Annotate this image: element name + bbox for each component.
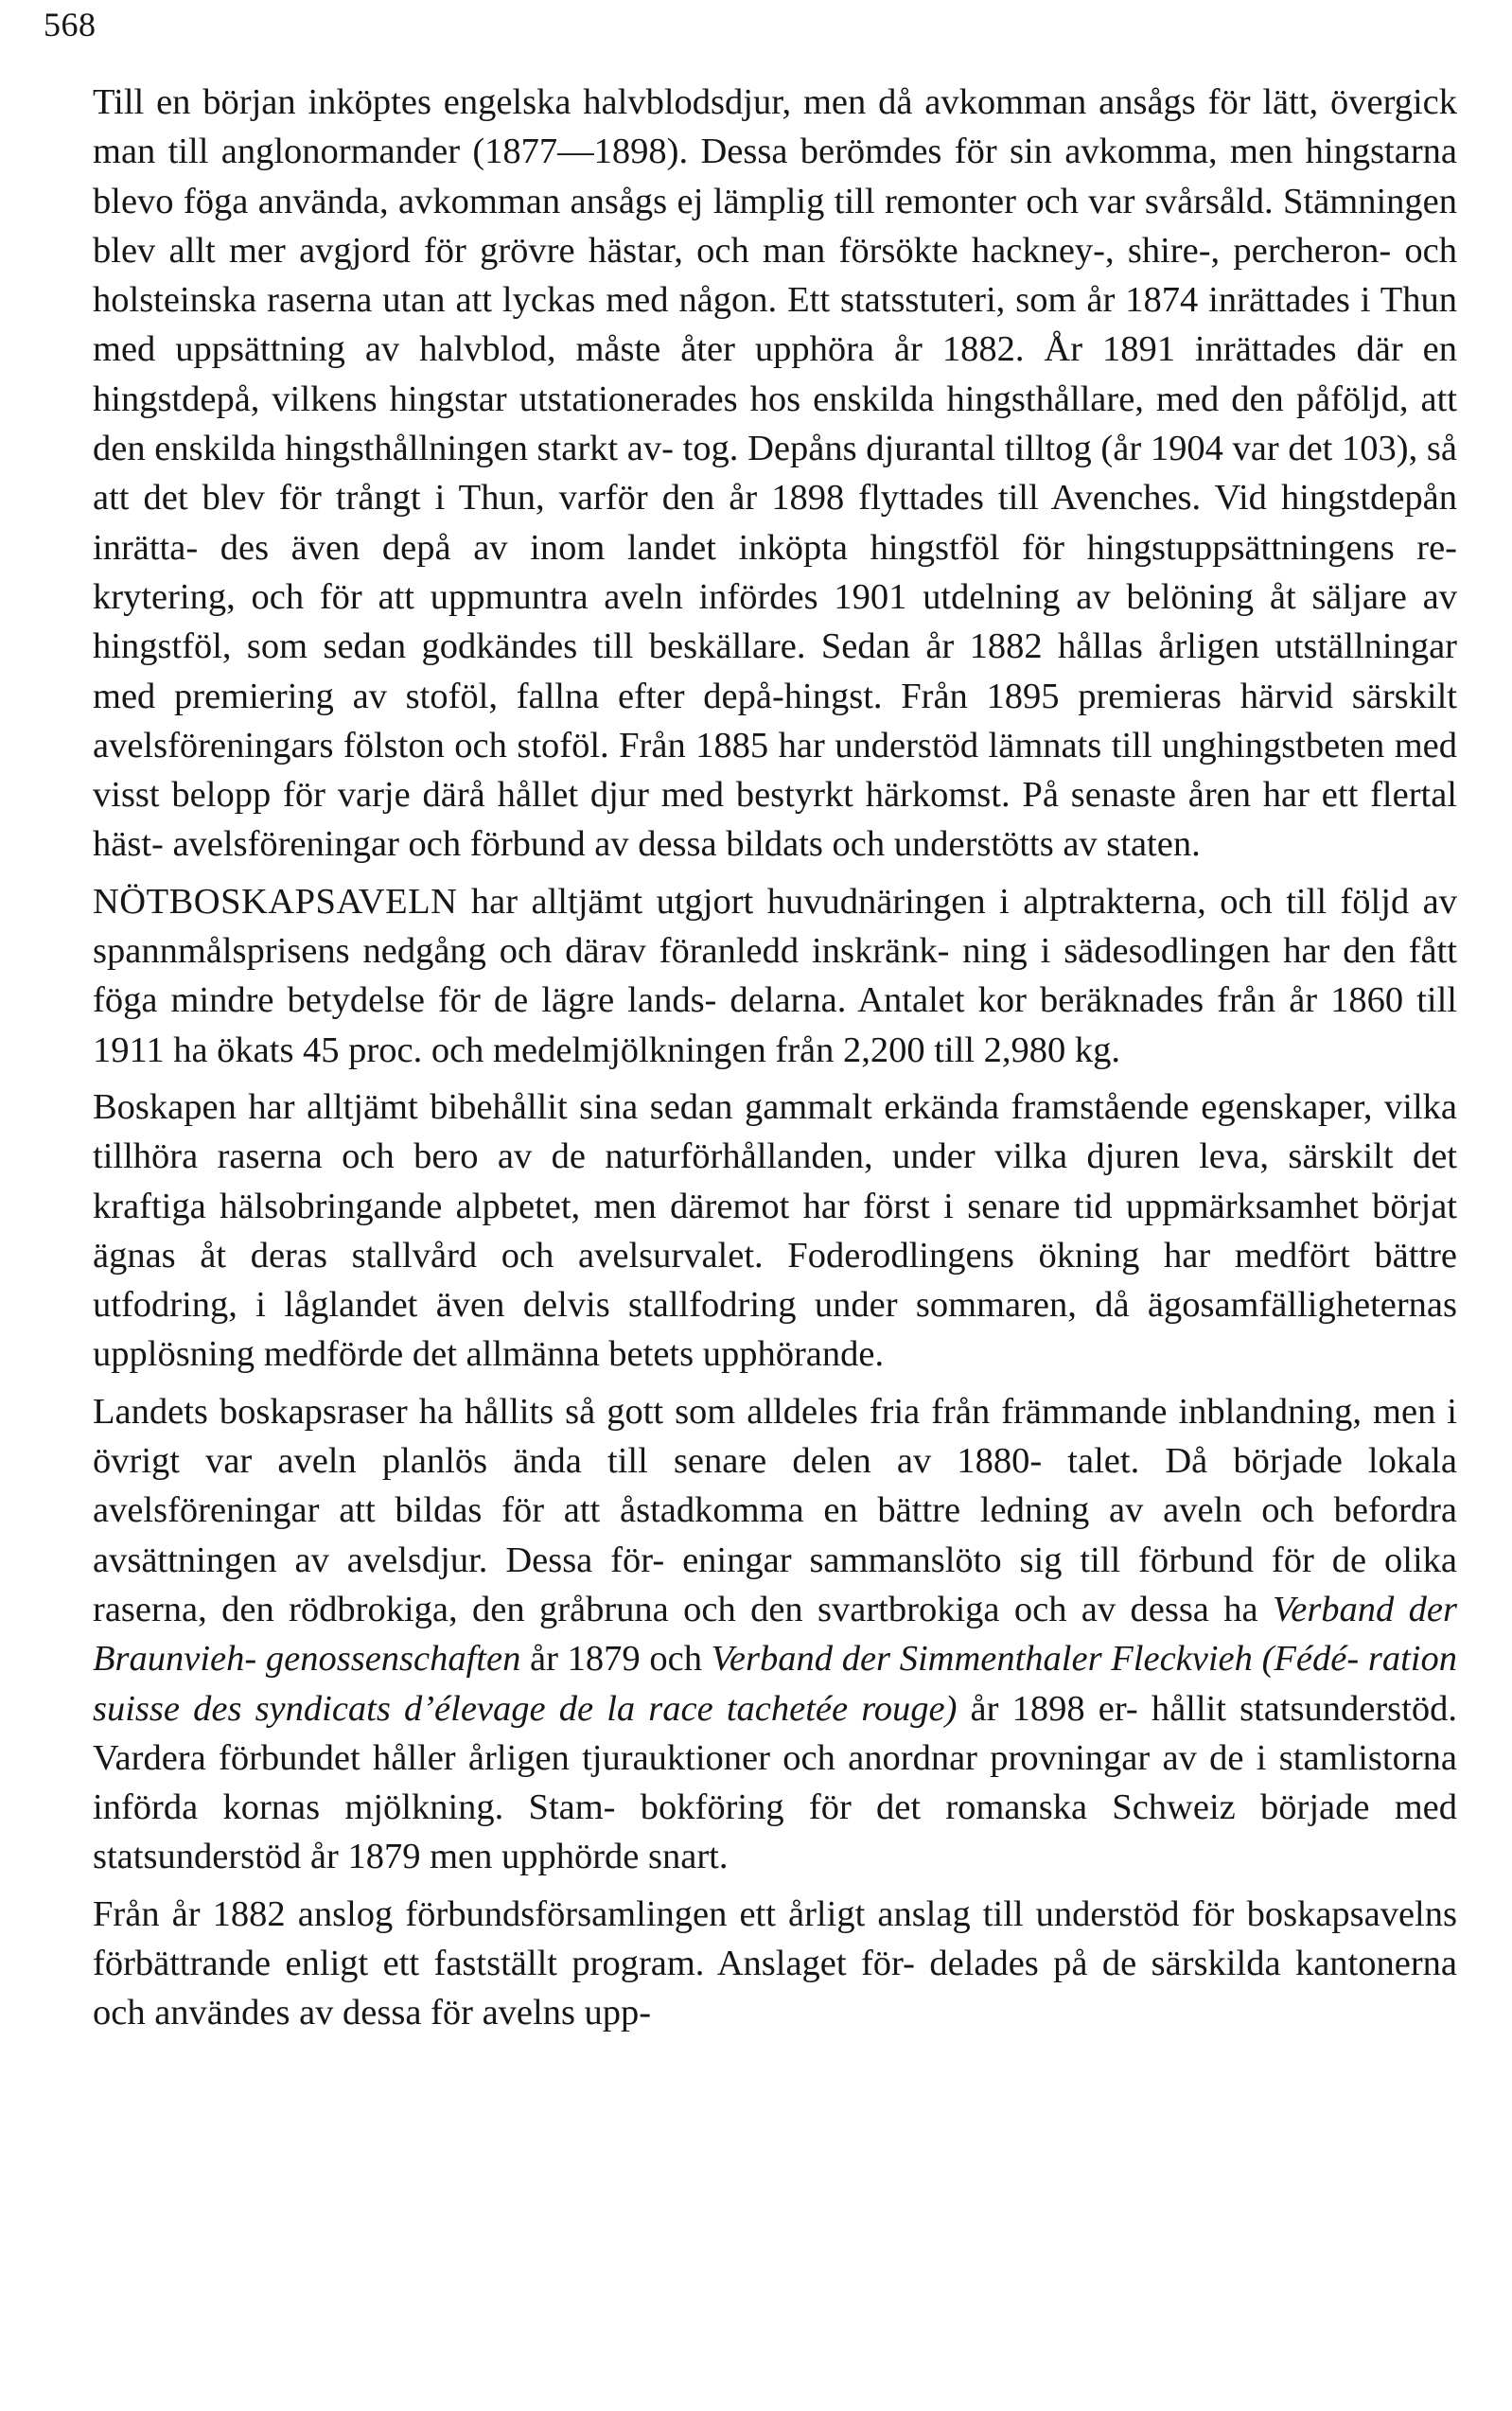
paragraph — [93, 877, 1457, 1075]
paragraph — [93, 1082, 1457, 1380]
italic-organization-name: Verband der Simmenthaler Fleckvieh (Fédé- ration suisse des syndicats d’élevage de la race tachetée rouge) — [93, 1639, 1458, 1729]
paragraph-text: år 1898 er- hållit statsunderstöd. Vardera förbundet håller årligen tjurauktioner och anordnar provningar av de i stamlistorna införda kornas mjölkning. Stam- bokföring för det romanska Schweiz började med statsunderstöd år 1879 men upphörde snart. — [93, 1688, 1457, 1877]
paragraph-text: Landets boskapsraser ha hållits så gott som alldeles fria från främmande inblandning, men i övrigt var aveln planlös ända till senare delen av 1880- talet. Då började lokala avelsföreningar att bildas för att åstadkomma en bättre ledning av aveln och befordra avsättningen av avelsdjur. Dessa för- eningar sammanslöto sig till förbund för de olika raserna, den rödbrokiga, den gråbruna och den svartbrokiga och av dessa ha — [93, 1391, 1457, 1629]
paragraph-text: Boskapen har alltjämt bibehållit sina sedan gammalt erkända framstående egenskaper, vilka tillhöra raserna och bero av de naturförhållanden, under vilka djuren leva, särskilt det kraftiga hälsobringande alpbetet, men däremot har först i senare tid uppmärksamhet börjat ägnas åt deras stallvård och avelsurvalet. Foderodlingens ökning har medfört bättre utfodring, i låglandet även delvis stallfodring under sommaren, då ägosamfälligheternas upplösning medförde det allmänna betets upphörande. — [93, 1086, 1457, 1375]
paragraph-text: Från år 1882 anslog förbundsförsamlingen ett årligt anslag till understöd för boskapsavelns förbättrande enligt ett fastställt program. Anslaget för- delades på de särskilda kantonerna och användes av dessa för avelns upp- — [93, 1893, 1457, 2033]
paragraph — [93, 1387, 1457, 1882]
paragraph-text: år 1879 och — [520, 1639, 712, 1680]
paragraph-text: har alltjämt utgjort huvudnäringen i alptrakterna, och till följd av spannmålsprisens nedgång och därav föranledd inskränk- ning i sädesodlingen har den fått föga mindre betydelse för de lägre lands- delarna. Antalet kor beräknades från år 1860 till 1911 ha ökats 45 proc. och medelmjölkningen från 2,200 till 2,980 kg. — [93, 881, 1457, 1070]
section-heading-runin: NÖTBOSKAPSAVELN — [93, 881, 458, 922]
paragraph-text: Till en början inköptes engelska halvblodsdjur, men då avkomman ansågs för lätt, övergick man till anglonormander (1877—1898). Dessa berömdes för sin avkomma, men hingstarna blevo föga använda, avkomman ansågs ej lämplig till remonter och var svårsåld. Stämningen blev allt mer avgjord för grövre hästar, och man försökte hackney-, shire-, percheron- och holsteinska raserna utan att lyckas med någon. Ett statsstuteri, som år 1874 inrättades i Thun med uppsättning av halvblod, måste åter upphöra år 1882. År 1891 inrättades där en hingstdepå, vilkens hingstar utstationerades hos enskilda hingsthållare, med den påföljd, att den enskilda hingsthållningen starkt av- tog. Depåns djurantal tilltog (år 1904 var det 103), så att det blev för trångt i Thun, varför den år 1898 flyttades till Avenches. Vid hingstdepån inrätta- des även depå av inom landet inköpta hingstföl för hingstuppsättningens re- krytering, och för att uppmuntra aveln infördes 1901 utdelning av belöning åt säljare av hingstföl, som sedan godkändes till beskällare. Sedan år 1882 hållas årligen utställningar med premiering av stoföl, fallna efter depå-hingst. Från 1895 premieras härvid särskilt avelsföreningars fölston och stoföl. Från 1885 har understöd lämnats till unghingstbeten med visst belopp för varje därå hållet djur med bestyrkt härkomst. På senaste åren har ett flertal häst- avelsföreningar och förbund av dessa bildats och understötts av staten. — [93, 82, 1457, 865]
paragraph — [93, 78, 1457, 870]
paragraph — [93, 1890, 1457, 2038]
text-body — [93, 78, 1457, 2038]
italic-organization-name: Verband der Braunvieh- genossenschaften — [93, 1589, 1457, 1680]
page-number: 568 — [44, 6, 97, 44]
